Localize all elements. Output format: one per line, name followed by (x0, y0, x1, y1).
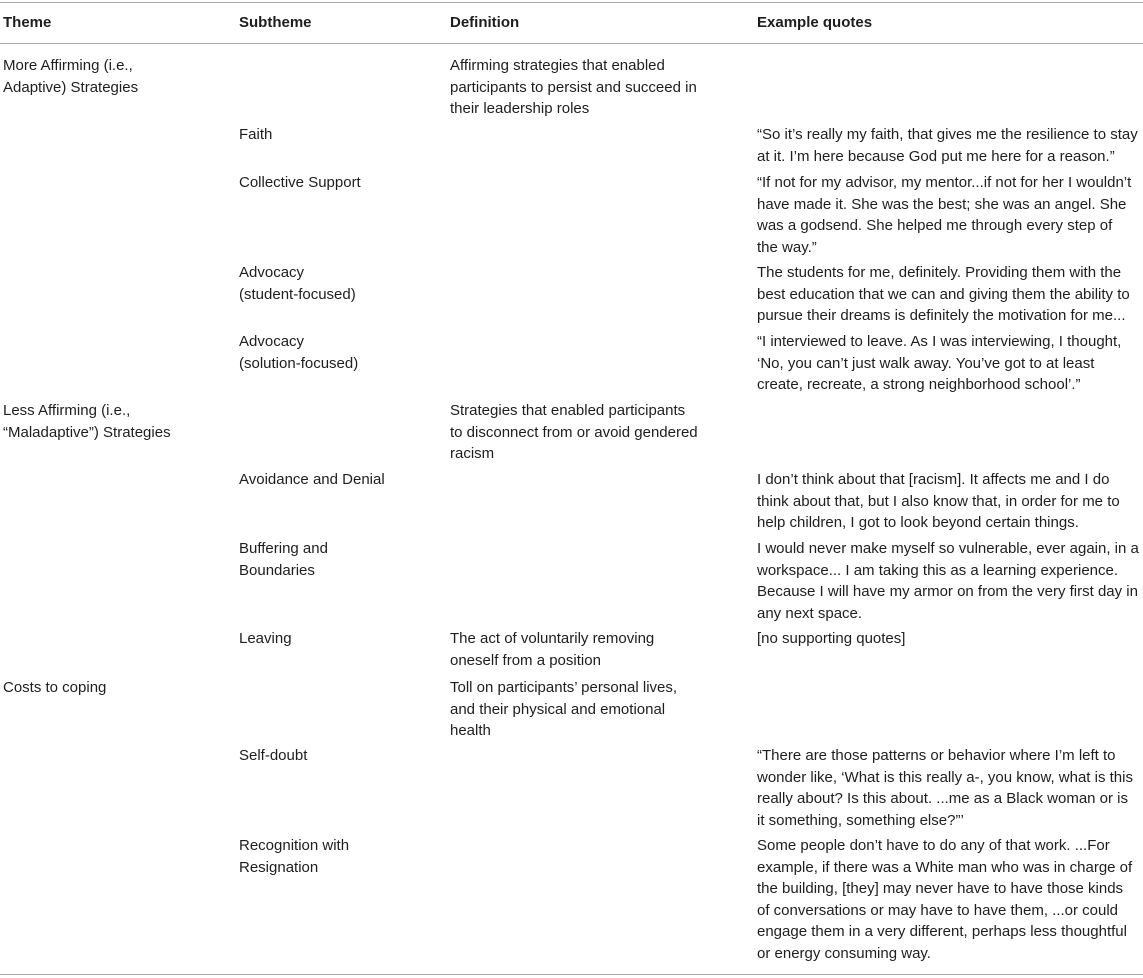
definition-line: to disconnect from or avoid gendered (450, 423, 698, 441)
quote-line: I don’t think about that [racism]. It affects me and I do (757, 471, 1110, 488)
subtheme-line: (student-focused) (239, 285, 356, 303)
subtheme-line: Collective Support (239, 174, 361, 191)
quote-line: was a godsend. She helped me through every step of (757, 217, 1113, 235)
quote-line: it something, something else?”’ (757, 811, 964, 829)
subtheme-line: Avoidance and Denial (239, 471, 385, 488)
theme-line: More Affirming (i.e., (3, 57, 133, 74)
table-rule-top (0, 2, 1143, 3)
subtheme-line: Self-doubt (239, 747, 308, 764)
quote-line: Because I will have my armor on from the very first day in (757, 583, 1138, 601)
subtheme-line: Faith (239, 126, 273, 143)
definition-line: The act of voluntarily removing (450, 630, 655, 647)
quote-line: have made it. She was the best; she was an angel. She (757, 195, 1127, 213)
theme-line: Costs to coping (3, 679, 107, 696)
definition-line: Toll on participants’ personal lives, (450, 679, 678, 696)
quote-line: The students for me, definitely. Providing them with the (757, 264, 1122, 281)
subtheme-line: Boundaries (239, 561, 315, 579)
quote-line: “If not for my advisor, my mentor...if not for her I wouldn’t (757, 174, 1132, 191)
subtheme-line: (solution-focused) (239, 354, 359, 372)
definition-line: and their physical and emotional (450, 700, 666, 718)
quote-line: “There are those patterns or behavior where I’m left to (757, 747, 1116, 764)
quote-line: I would never make myself so vulnerable, ever again, in a (757, 540, 1139, 557)
subtheme-line: Buffering and (239, 540, 328, 557)
quote-line: [no supporting quotes] (757, 630, 906, 647)
quote-line: of conversations or may have to have them, ...or could (757, 901, 1119, 919)
subtheme-line: Recognition with (239, 837, 350, 854)
definition-line: Strategies that enabled participants (450, 402, 686, 419)
subtheme-line: Leaving (239, 630, 292, 647)
quote-line: really about? Is this about. ...me as a Black woman or is (757, 790, 1129, 808)
quote-line: create, recreate, a strong neighborhood school’.” (757, 376, 1081, 394)
header-definition: Definition (450, 14, 520, 31)
quote-line: Some people don’t have to do any of that work. ...For (757, 837, 1110, 854)
quote-line: wonder like, ‘What is this really a-, you know, what is this (757, 768, 1133, 786)
quote-line: “I interviewed to leave. As I was interviewing, I thought, (757, 333, 1122, 350)
quote-line: the way.” (757, 238, 817, 256)
quote-line: the building, [they] may never have to have those kinds (757, 880, 1124, 898)
quote-line: think about that, but I also know that, in order for me to (757, 492, 1120, 510)
header-subtheme: Subtheme (239, 14, 312, 31)
quote-line: workspace... I am taking this as a learning experience. (757, 561, 1119, 579)
subtheme-line: Resignation (239, 858, 319, 876)
definition-line: participants to persist and succeed in (450, 78, 697, 96)
subtheme-line: Advocacy (239, 264, 305, 281)
quote-line: “So it’s really my faith, that gives me the resilience to stay (757, 126, 1138, 143)
definition-line: racism (450, 445, 495, 463)
quote-line: at it. I’m here because God put me here for a reason.” (757, 147, 1115, 165)
subtheme-line: Advocacy (239, 333, 305, 350)
definition-line: health (450, 722, 491, 740)
quote-line: help children, I got to look beyond certain things. (757, 514, 1079, 532)
header-theme: Theme (3, 14, 52, 31)
definition-line: Affirming strategies that enabled (450, 57, 665, 74)
quote-line: ‘No, you can’t just walk away. You’ve got to at least (757, 354, 1095, 372)
definition-line: oneself from a position (450, 651, 601, 669)
quote-line: engage them in a very different, perhaps less thoughtful (757, 923, 1127, 941)
table-rule-bottom (0, 974, 1143, 975)
theme-line: Adaptive) Strategies (3, 78, 139, 96)
definition-line: their leadership roles (450, 100, 590, 118)
quote-line: or energy consuming way. (757, 945, 931, 962)
theme-line: “Maladaptive”) Strategies (3, 423, 171, 441)
header-example-quotes: Example quotes (757, 14, 873, 31)
quote-line: example, if there was a White man who was in charge of (757, 858, 1133, 876)
quote-line: best education that we can and giving them the ability to (757, 285, 1130, 303)
quote-line: any next space. (757, 604, 863, 622)
theme-line: Less Affirming (i.e., (3, 402, 131, 419)
table-rule-header (0, 43, 1143, 44)
quote-line: pursue their dreams is definitely the motivation for me... (757, 307, 1126, 325)
